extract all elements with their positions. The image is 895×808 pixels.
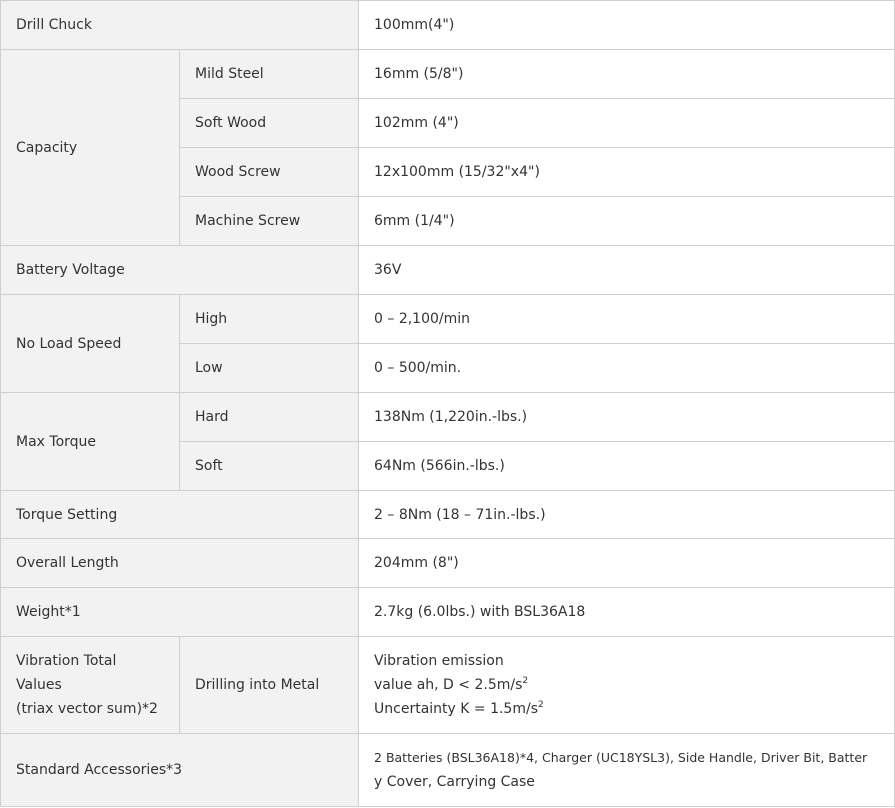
vibration-emission-text: value ah, D < 2.5m/s bbox=[374, 677, 523, 693]
speed-high-label: High bbox=[180, 295, 359, 344]
row-drill-chuck bbox=[1, 1, 895, 50]
vibration-label-line2: (triax vector sum)*2 bbox=[16, 701, 158, 717]
row-capacity-mild-steel bbox=[1, 50, 895, 99]
torque-hard-label: Hard bbox=[180, 393, 359, 442]
vibration-value-line1: Vibration emission bbox=[374, 653, 504, 669]
mild-steel-label: Mild Steel bbox=[180, 50, 359, 99]
speed-low-label: Low bbox=[180, 344, 359, 393]
row-torque-setting bbox=[1, 491, 895, 539]
max-torque-label: Max Torque bbox=[1, 393, 180, 491]
standard-accessories-label: Standard Accessories*3 bbox=[1, 734, 359, 807]
row-max-torque-hard bbox=[1, 393, 895, 442]
battery-voltage-label: Battery Voltage bbox=[1, 246, 359, 295]
row-vibration bbox=[1, 637, 895, 734]
weight-label: Weight*1 bbox=[1, 588, 359, 637]
wood-screw-label: Wood Screw bbox=[180, 148, 359, 197]
row-overall-length bbox=[1, 539, 895, 588]
machine-screw-value: 6mm (1/4") bbox=[359, 197, 895, 246]
vibration-value bbox=[359, 637, 895, 734]
vibration-value-line2 bbox=[374, 673, 879, 697]
speed-low-value: 0 – 500/min. bbox=[359, 344, 895, 393]
torque-setting-label: Torque Setting bbox=[1, 491, 359, 539]
vibration-label bbox=[1, 637, 180, 734]
soft-wood-label: Soft Wood bbox=[180, 99, 359, 148]
wood-screw-value: 12x100mm (15/32"x4") bbox=[359, 148, 895, 197]
torque-soft-label: Soft bbox=[180, 442, 359, 491]
soft-wood-value: 102mm (4") bbox=[359, 99, 895, 148]
overall-length-value: 204mm (8") bbox=[359, 539, 895, 588]
superscript-2: 2 bbox=[522, 676, 529, 686]
vibration-value-line3 bbox=[374, 697, 879, 721]
speed-high-value: 0 – 2,100/min bbox=[359, 295, 895, 344]
mild-steel-value: 16mm (5/8") bbox=[359, 50, 895, 99]
row-standard-accessories bbox=[1, 734, 895, 807]
row-battery-voltage bbox=[1, 246, 895, 295]
torque-setting-value: 2 – 8Nm (18 – 71in.-lbs.) bbox=[359, 491, 895, 539]
uncertainty-text: Uncertainty K = 1.5m/s bbox=[374, 701, 538, 717]
drill-chuck-label: Drill Chuck bbox=[1, 1, 359, 50]
no-load-speed-label: No Load Speed bbox=[1, 295, 180, 393]
drill-chuck-value: 100mm(4") bbox=[359, 1, 895, 50]
row-weight bbox=[1, 588, 895, 637]
row-no-load-speed-high bbox=[1, 295, 895, 344]
weight-value: 2.7kg (6.0lbs.) with BSL36A18 bbox=[359, 588, 895, 637]
superscript-2: 2 bbox=[537, 700, 544, 710]
accessories-line2: y Cover, Carrying Case bbox=[374, 774, 535, 790]
accessories-line1: 2 Batteries (BSL36A18)*4, Charger (UC18YSL3), Side Handle, Driver Bit, Batter bbox=[374, 750, 868, 765]
torque-hard-value: 138Nm (1,220in.-lbs.) bbox=[359, 393, 895, 442]
overall-length-label: Overall Length bbox=[1, 539, 359, 588]
standard-accessories-value bbox=[359, 734, 895, 807]
battery-voltage-value: 36V bbox=[359, 246, 895, 295]
torque-soft-value: 64Nm (566in.-lbs.) bbox=[359, 442, 895, 491]
drilling-into-metal-label: Drilling into Metal bbox=[180, 637, 359, 734]
vibration-label-line1: Vibration Total Values bbox=[16, 653, 117, 693]
capacity-label: Capacity bbox=[1, 50, 180, 246]
machine-screw-label: Machine Screw bbox=[180, 197, 359, 246]
